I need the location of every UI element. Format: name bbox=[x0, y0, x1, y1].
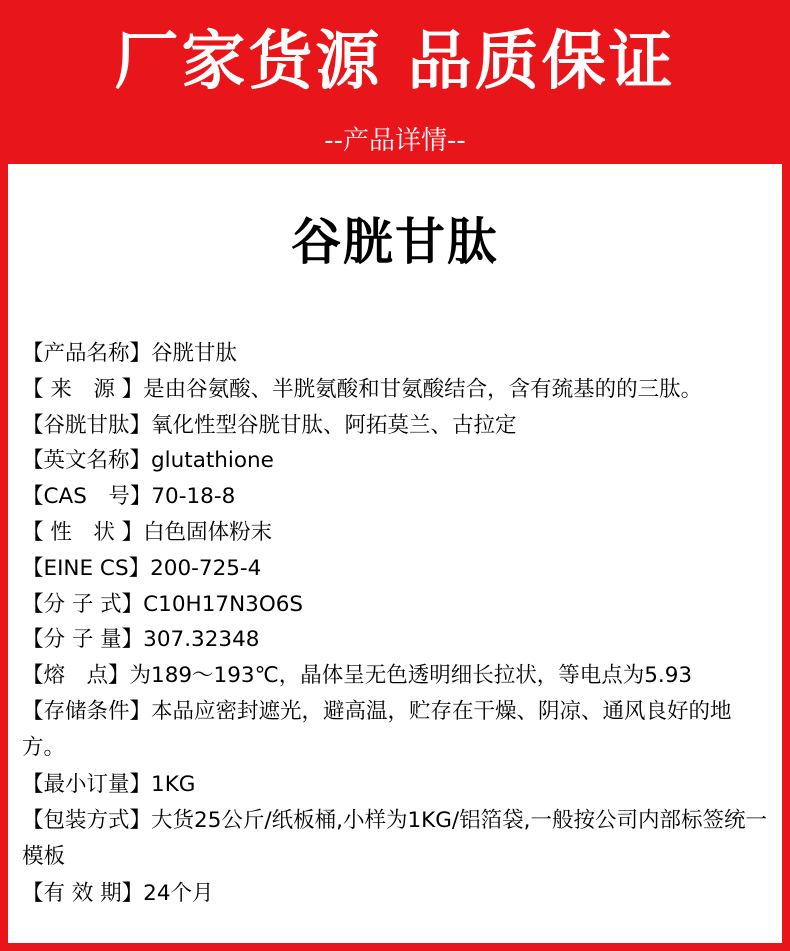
product-detail-panel bbox=[8, 164, 782, 943]
section-header-text: --产品详情-- bbox=[324, 125, 466, 156]
spec-row-einecs bbox=[22, 551, 772, 587]
spec-value: 本品应密封遮光，避高温，贮存在干燥、阴凉、通风良好的地方。 bbox=[22, 698, 732, 761]
spec-label: 【CAS 号】 bbox=[22, 484, 152, 510]
spec-row-storage bbox=[22, 694, 772, 767]
spec-label: 【产品名称】 bbox=[22, 341, 152, 366]
spec-row-source bbox=[22, 372, 772, 408]
spec-value: 307.32348 bbox=[143, 627, 260, 653]
spec-label: 【英文名称】 bbox=[22, 448, 152, 474]
spec-row-product-name bbox=[22, 336, 772, 372]
spec-label: 【EINE CS】 bbox=[22, 555, 151, 581]
spec-row-packaging bbox=[22, 803, 772, 876]
spec-value: 70-18-8 bbox=[151, 484, 236, 510]
spec-value: glutathione bbox=[151, 448, 274, 474]
spec-value: 为189～193℃，晶体呈无色透明细长拉状，等电点为5.93 bbox=[129, 663, 693, 689]
spec-value: 白色固体粉末 bbox=[143, 519, 273, 545]
spec-label: 【 性 状 】 bbox=[22, 519, 144, 545]
banner-title: 厂家货源 品质保证 bbox=[114, 25, 676, 99]
spec-label: 【熔 点】 bbox=[22, 663, 130, 689]
spec-label: 【 来 源 】 bbox=[22, 376, 144, 402]
spec-label: 【存储条件】 bbox=[22, 698, 152, 724]
spec-row-molecular-weight bbox=[22, 622, 772, 658]
spec-label: 【有 效 期】 bbox=[22, 880, 144, 906]
spec-value: 24个月 bbox=[143, 880, 214, 906]
spec-value: 氧化性型谷胱甘肽、阿拓莫兰、古拉定 bbox=[151, 412, 517, 438]
top-banner bbox=[8, 0, 782, 112]
spec-value: C10H17N3O6S bbox=[143, 591, 304, 617]
spec-row-aliases bbox=[22, 408, 772, 444]
spec-row-melting-point bbox=[22, 658, 772, 694]
spec-row-cas bbox=[22, 479, 772, 515]
section-header bbox=[8, 112, 782, 164]
spec-label: 【谷胱甘肽】 bbox=[22, 412, 152, 438]
spec-row-appearance bbox=[22, 515, 772, 551]
spec-label: 【分 子 量】 bbox=[22, 627, 144, 653]
spec-value: 1KG bbox=[151, 771, 196, 797]
spec-value: 是由谷氨酸、半胱氨酸和甘氨酸结合，含有巯基的的三肽。 bbox=[143, 376, 703, 402]
spec-label: 【最小订量】 bbox=[22, 771, 152, 797]
spec-row-formula bbox=[22, 587, 772, 623]
spec-value: 谷胱甘肽 bbox=[151, 341, 238, 366]
spec-label: 【分 子 式】 bbox=[22, 591, 144, 617]
product-title: 谷胱甘肽 bbox=[291, 213, 499, 271]
spec-row-min-order bbox=[22, 767, 772, 803]
spec-value: 大货25公斤/纸板桶,小样为1KG/铝箔袋,一般按公司内部标签统一模板 bbox=[22, 807, 767, 870]
spec-row-shelf-life bbox=[22, 876, 772, 912]
spec-row-english-name bbox=[22, 443, 772, 479]
spec-value: 200-725-4 bbox=[150, 555, 262, 581]
spec-list bbox=[22, 336, 772, 912]
spec-label: 【包装方式】 bbox=[22, 807, 152, 833]
